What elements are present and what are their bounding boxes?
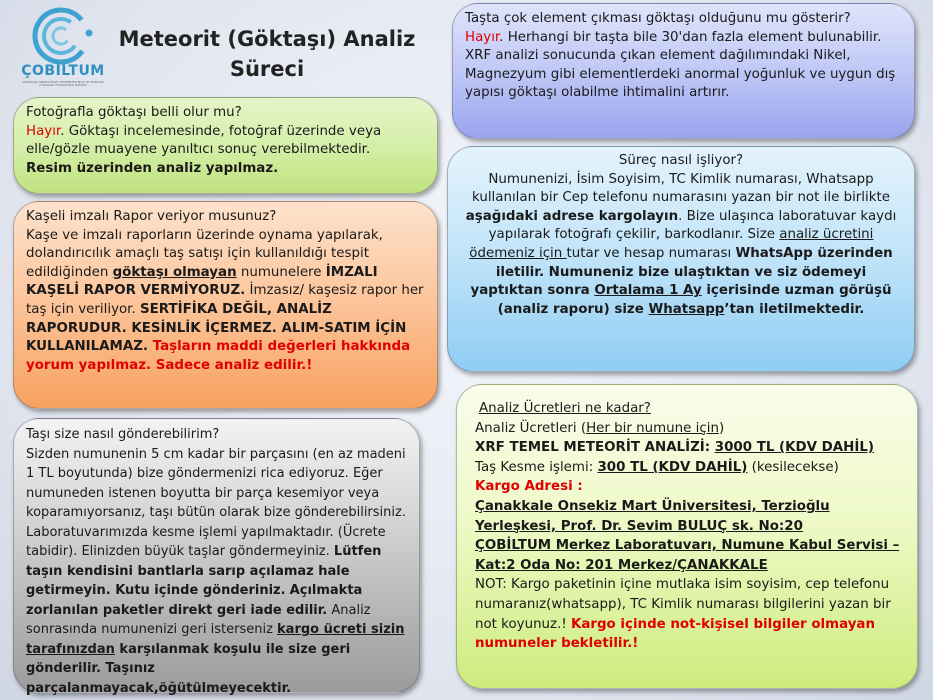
photo-question: Fotoğrafla göktaşı belli olur mu? [26, 105, 242, 120]
fees-address-title: Kargo Adresi : [475, 479, 583, 495]
report-text-3: İmzasız/ kaşesiz rapor her taş için veriliyor. [26, 283, 424, 317]
report-red-text: Taşların maddi değerleri hakkında yorum yapılmaz. Sadece analiz edilir.! [26, 339, 411, 373]
process-underlined-3: Whatsapp [648, 301, 725, 317]
elements-answer-no: Hayır [465, 29, 500, 45]
process-bold-1: aşağıdaki adrese kargolayın [465, 208, 679, 224]
fees-box [456, 384, 918, 689]
fees-cut-label: Taş Kesme işlemi: [475, 459, 598, 475]
photo-answer-bold: Resim üzerinden analiz yapılmaz. [26, 160, 279, 176]
process-question: Süreç nasıl işliyor? [618, 153, 744, 168]
logo-subtitle: ÇANAKKALE ONSEKİZ MART ÜNİVERSİTESİ BİLİM VE TEKNOLOJİ UYGULAMA VE ARAŞTIRMA MERKEZİ [22, 81, 104, 87]
report-question-box [13, 201, 438, 409]
report-text-1: Kaşe ve imzalı raporların üzerinde oynama yapılarak, dolandırıcılık amaçlı taş satışı için kullanıldığı tespit edildiğinden [26, 227, 383, 280]
fees-line1-end: ) [718, 420, 725, 436]
process-underlined-2: Ortalama 1 Ay [594, 283, 702, 299]
fees-xrf-line [475, 438, 905, 458]
fees-cut-note: (kesilecekse) [747, 459, 839, 475]
process-question-box [447, 146, 915, 372]
shipping-bold-1: Lütfen taşın kendisini bantlarla sarıp açılamaz hale getirmeyin. Kutu içinde gönderiniz. [26, 544, 382, 598]
fees-xrf-price: 3000 TL (KDV DAHİL) [714, 440, 874, 456]
process-text-3: tutar ve hesap numarası [566, 245, 736, 261]
process-answer [460, 171, 902, 320]
photo-question-box [13, 97, 438, 194]
fees-cut-price: 300 TL (KDV DAHİL) [597, 459, 748, 475]
process-bold-4: ’tan iletilmektedir. [724, 301, 865, 317]
process-bold-2: WhatsApp üzerinden iletilir. Numuneniz bize ulaştıktan ve siz ödemeyi yaptıktan sonra [470, 245, 893, 299]
report-question: Kaşeli imzalı Rapor veriyor musunuz? [26, 209, 277, 224]
photo-answer-text: . Göktaşı incelemesinde, fotoğraf üzerinde veya elle/gözle muayene yanıltıcı sonuç verebilmektedir. [26, 123, 382, 158]
fees-address-line-1: Çanakkale Onsekiz Mart Üniversitesi, Terzioğlu Yerleşkesi, Prof. Dr. Sevim BULUÇ sk. No:20 [475, 498, 830, 534]
process-text-1: Numunenizi, İsim Soyisim, TC Kimlik numarası, Whatsapp kullanılan bir Cep telefonu numarasını yazan bir not ile birlikte [472, 171, 890, 206]
process-underlined-1: analiz ücretini ödemeniz için [469, 227, 874, 261]
fees-note [475, 575, 905, 653]
title-line-2: Süreci [229, 57, 305, 81]
fees-line-1 [475, 419, 905, 439]
shipping-bold-2: Açılmakta zorlanılan paketler direkt geri iade edilir. [26, 583, 363, 618]
fees-note-text: NOT: Kargo paketinin içine mutlaka isim soyisim, cep telefonu numaranız(whatsapp), TC Kimlik numarası bilgilerini yazan bir not koyunuz.! [475, 577, 891, 632]
report-bold-1: İMZALI KAŞELİ RAPOR VERMİYORUZ. [26, 264, 378, 299]
fees-note-red: Kargo içinde not-kişisel bilgiler olmayan numuneler bekletilir.! [475, 616, 875, 652]
elements-answer-text: . Herhangi bir taşta bile 30'dan fazla element bulunabilir. XRF analizi sonucunda çıkan element dağılımındaki Nikel, Magnezyum gibi elementlerdeki anormal yoğunluk ve uygun dış yapısı göktaşı olabilme ihtimalini artırır. [465, 29, 896, 101]
shipping-answer [26, 445, 407, 699]
shipping-bold-3: karşılanmak koşulu ile size geri gönderilir. Taşınız parçalanmayacak,öğütülmeyecektir. [26, 641, 351, 696]
elements-question-box [452, 3, 915, 139]
fees-address-line-2: ÇOBİLTUM Merkez Laboratuvarı, Numune Kabul Servisi – Kat:2 Oda No: 201 Merkez/ÇANAKKALE [475, 538, 900, 573]
shipping-text-1: Sizden numunenin 5 cm kadar bir parçasını (en az madeni 1 TL boyutunda) bize göndermenizi rica ediyoruz. Eğer numuneden istenen boyutta bir parça kesemiyor veya koparamıyorsanız, taşı bütün olarak bize gönderebilirsiniz. Laboratuvarımızda kesme işlemi yapılmaktadır. (Ücrete tabidir). Elinizden büyük taşlar göndermeyiniz. [26, 446, 406, 559]
fees-line1-underlined: Her bir numune için [586, 420, 719, 436]
fees-line1-text: Analiz Ücretleri ( [475, 420, 587, 436]
report-answer [26, 227, 425, 376]
page-title [108, 24, 426, 84]
shipping-question-box [13, 418, 420, 696]
report-bold-2: SERTİFİKA DEĞİL, ANALİZ RAPORUDUR. KESİNLİK İÇERMEZ. ALIM-SATIM İÇİN KULLANILAMAZ. [26, 301, 407, 355]
process-text-2: . Bize ulaşınca laboratuvar kaydı yapılarak fotoğrafı çekilir, barkodlanır. Size [488, 208, 897, 243]
process-bold-3: içerisinde uzman görüşü (analiz raporu) size [497, 283, 892, 317]
cobiltum-logo [18, 6, 108, 94]
logo-text: ÇOBİLTUM [21, 63, 105, 79]
photo-answer [26, 123, 425, 160]
shipping-text-3: Analiz sonrasında numunenizi geri isterseniz [26, 602, 371, 637]
elements-question: Taşta çok element çıkması göktaşı olduğunu mu gösterir? [465, 11, 851, 26]
title-line-1: Meteorit (Göktaşı) Analiz [118, 27, 416, 51]
fees-question: Analiz Ücretleri ne kadar? [479, 401, 651, 416]
fees-cut-line [475, 458, 905, 478]
shipping-question: Taşı size nasıl gönderebilirim? [26, 427, 220, 442]
shipping-underlined-text: kargo ücreti sizin tarafınızdan [26, 622, 405, 657]
photo-answer-no: Hayır [26, 123, 61, 139]
fees-xrf-label: XRF TEMEL METEORİT ANALİZİ: [475, 440, 715, 456]
report-text-2: numunelere [236, 264, 326, 280]
report-underlined-text: göktaşı olmayan [112, 264, 237, 280]
elements-answer [465, 29, 902, 103]
